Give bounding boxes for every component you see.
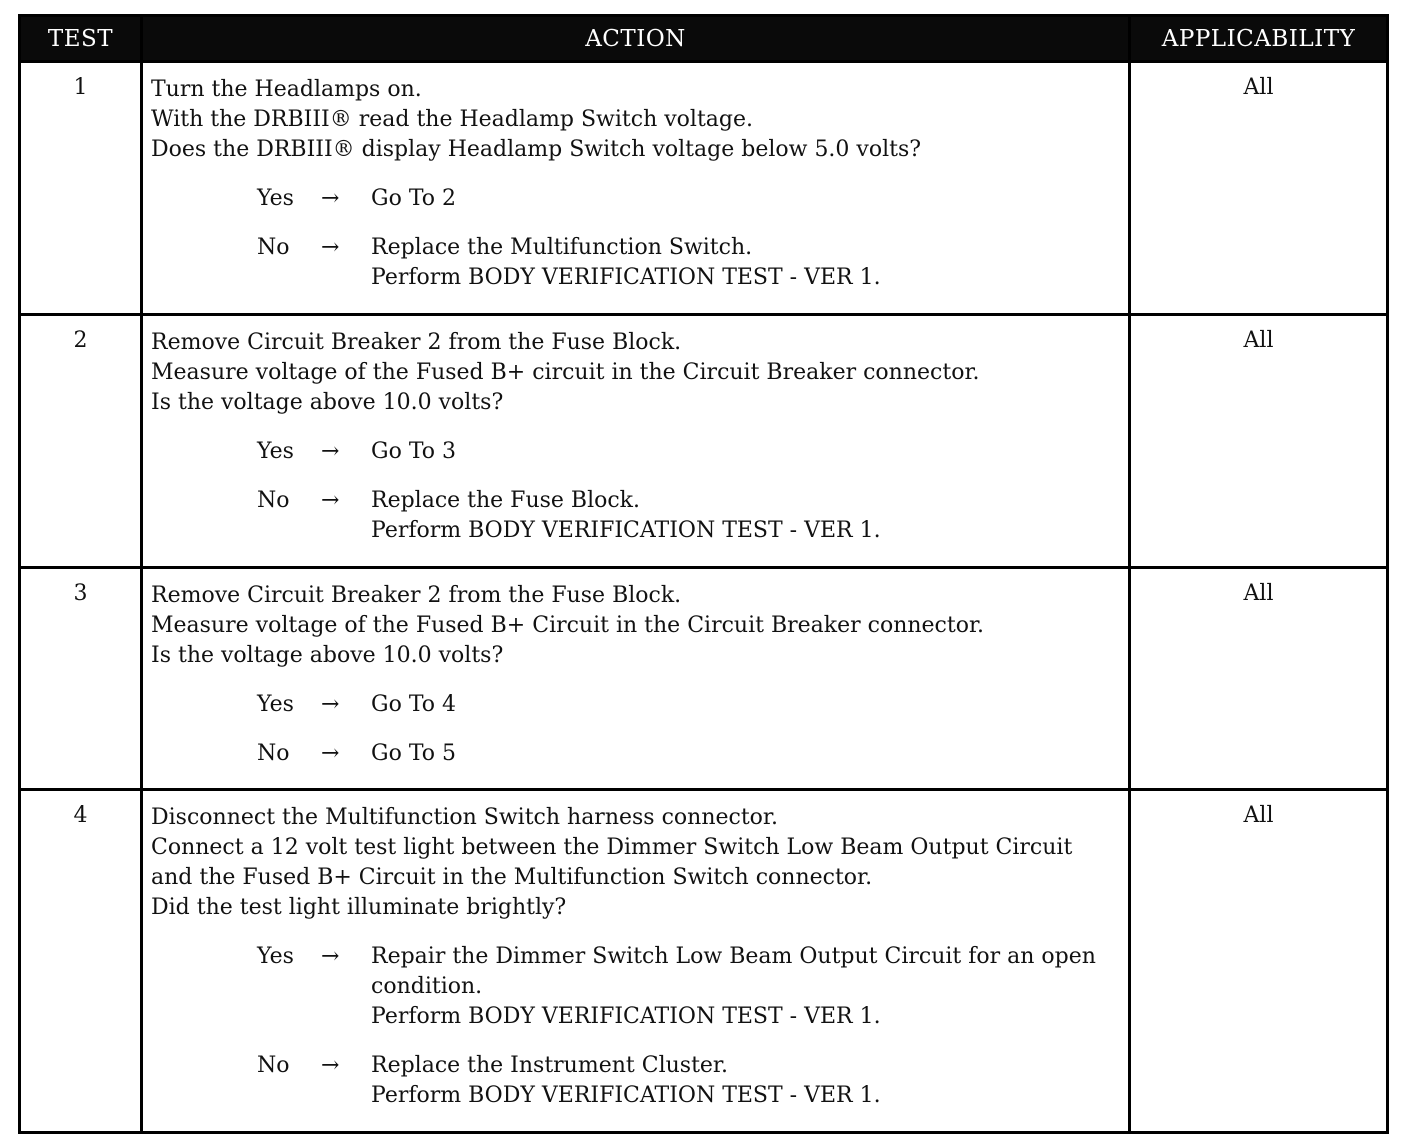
applicability-value: All xyxy=(1130,315,1388,568)
action-line: Turn the Headlamps on. xyxy=(151,77,422,102)
result-line: Perform BODY VERIFICATION TEST - VER 1. xyxy=(371,1083,881,1108)
result-line: Go To 5 xyxy=(371,741,457,766)
header-test: TEST xyxy=(20,16,142,62)
no-branch xyxy=(151,739,1128,769)
arrow-right-icon: → xyxy=(321,186,340,211)
no-label: No xyxy=(257,741,290,766)
test-number: 4 xyxy=(20,790,142,1133)
result-line: Replace the Fuse Block. xyxy=(371,488,641,513)
arrow-right-icon: → xyxy=(321,692,340,717)
result-line: Go To 4 xyxy=(371,692,457,717)
table-row xyxy=(20,568,1388,790)
no-branch xyxy=(151,486,1128,546)
result-line: Perform BODY VERIFICATION TEST - VER 1. xyxy=(371,265,881,290)
action-line: Did the test light illuminate brightly? xyxy=(151,895,567,920)
applicability-value: All xyxy=(1130,790,1388,1133)
arrow-right-icon: → xyxy=(321,488,340,513)
arrow-right-icon: → xyxy=(321,439,340,464)
action-line: Does the DRBIII® display Headlamp Switch voltage below 5.0 volts? xyxy=(151,137,922,162)
yes-label: Yes xyxy=(257,944,294,969)
no-label: No xyxy=(257,1053,290,1078)
test-number: 2 xyxy=(20,315,142,568)
table-row xyxy=(20,62,1388,315)
action-cell xyxy=(142,790,1130,1133)
yes-label: Yes xyxy=(257,692,294,717)
yes-result xyxy=(371,437,1128,467)
yes-result xyxy=(371,690,1128,720)
yes-label: Yes xyxy=(257,439,294,464)
no-result xyxy=(371,486,1128,546)
applicability-value: All xyxy=(1130,568,1388,790)
result-line: Replace the Multifunction Switch. xyxy=(371,235,753,260)
action-line: Connect a 12 volt test light between the Dimmer Switch Low Beam Output Circuit xyxy=(151,835,1073,860)
arrow-right-icon: → xyxy=(321,1053,340,1078)
arrow-right-icon: → xyxy=(321,235,340,260)
result-line: Perform BODY VERIFICATION TEST - VER 1. xyxy=(371,518,881,543)
action-cell xyxy=(142,315,1130,568)
action-cell xyxy=(142,62,1130,315)
test-number: 1 xyxy=(20,62,142,315)
no-branch xyxy=(151,1051,1128,1111)
action-line: Measure voltage of the Fused B+ Circuit in the Circuit Breaker connector. xyxy=(151,613,985,638)
action-line: Disconnect the Multifunction Switch harness connector. xyxy=(151,805,779,830)
action-line: and the Fused B+ Circuit in the Multifunction Switch connector. xyxy=(151,865,873,890)
action-line: Remove Circuit Breaker 2 from the Fuse Block. xyxy=(151,583,682,608)
table-row xyxy=(20,790,1388,1133)
action-line: Is the voltage above 10.0 volts? xyxy=(151,643,504,668)
applicability-value: All xyxy=(1130,62,1388,315)
result-line: Perform BODY VERIFICATION TEST - VER 1. xyxy=(371,1004,881,1029)
action-line: With the DRBIII® read the Headlamp Switch voltage. xyxy=(151,107,753,132)
no-label: No xyxy=(257,488,290,513)
result-line: Replace the Instrument Cluster. xyxy=(371,1053,729,1078)
arrow-right-icon: → xyxy=(321,741,340,766)
header-action: ACTION xyxy=(142,16,1130,62)
result-line: Repair the Dimmer Switch Low Beam Output Circuit for an open condition. xyxy=(371,944,1096,999)
yes-result xyxy=(371,942,1128,1032)
yes-result xyxy=(371,184,1128,214)
action-line: Remove Circuit Breaker 2 from the Fuse Block. xyxy=(151,330,682,355)
action-line: Measure voltage of the Fused B+ circuit in the Circuit Breaker connector. xyxy=(151,360,980,385)
test-number: 3 xyxy=(20,568,142,790)
table-row xyxy=(20,315,1388,568)
action-line: Is the voltage above 10.0 volts? xyxy=(151,390,504,415)
diagnostic-procedure-page xyxy=(18,14,1386,1108)
no-result xyxy=(371,233,1128,293)
yes-branch xyxy=(151,690,1128,720)
result-line: Go To 2 xyxy=(371,186,457,211)
header-applicability: APPLICABILITY xyxy=(1130,16,1388,62)
yes-branch xyxy=(151,184,1128,214)
yes-label: Yes xyxy=(257,186,294,211)
yes-branch xyxy=(151,942,1128,1032)
result-line: Go To 3 xyxy=(371,439,457,464)
arrow-right-icon: → xyxy=(321,944,340,969)
no-label: No xyxy=(257,235,290,260)
table-header-row xyxy=(20,16,1388,62)
no-result xyxy=(371,1051,1128,1111)
diagnostic-table xyxy=(18,14,1389,1134)
no-branch xyxy=(151,233,1128,293)
action-cell xyxy=(142,568,1130,790)
yes-branch xyxy=(151,437,1128,467)
no-result xyxy=(371,739,1128,769)
